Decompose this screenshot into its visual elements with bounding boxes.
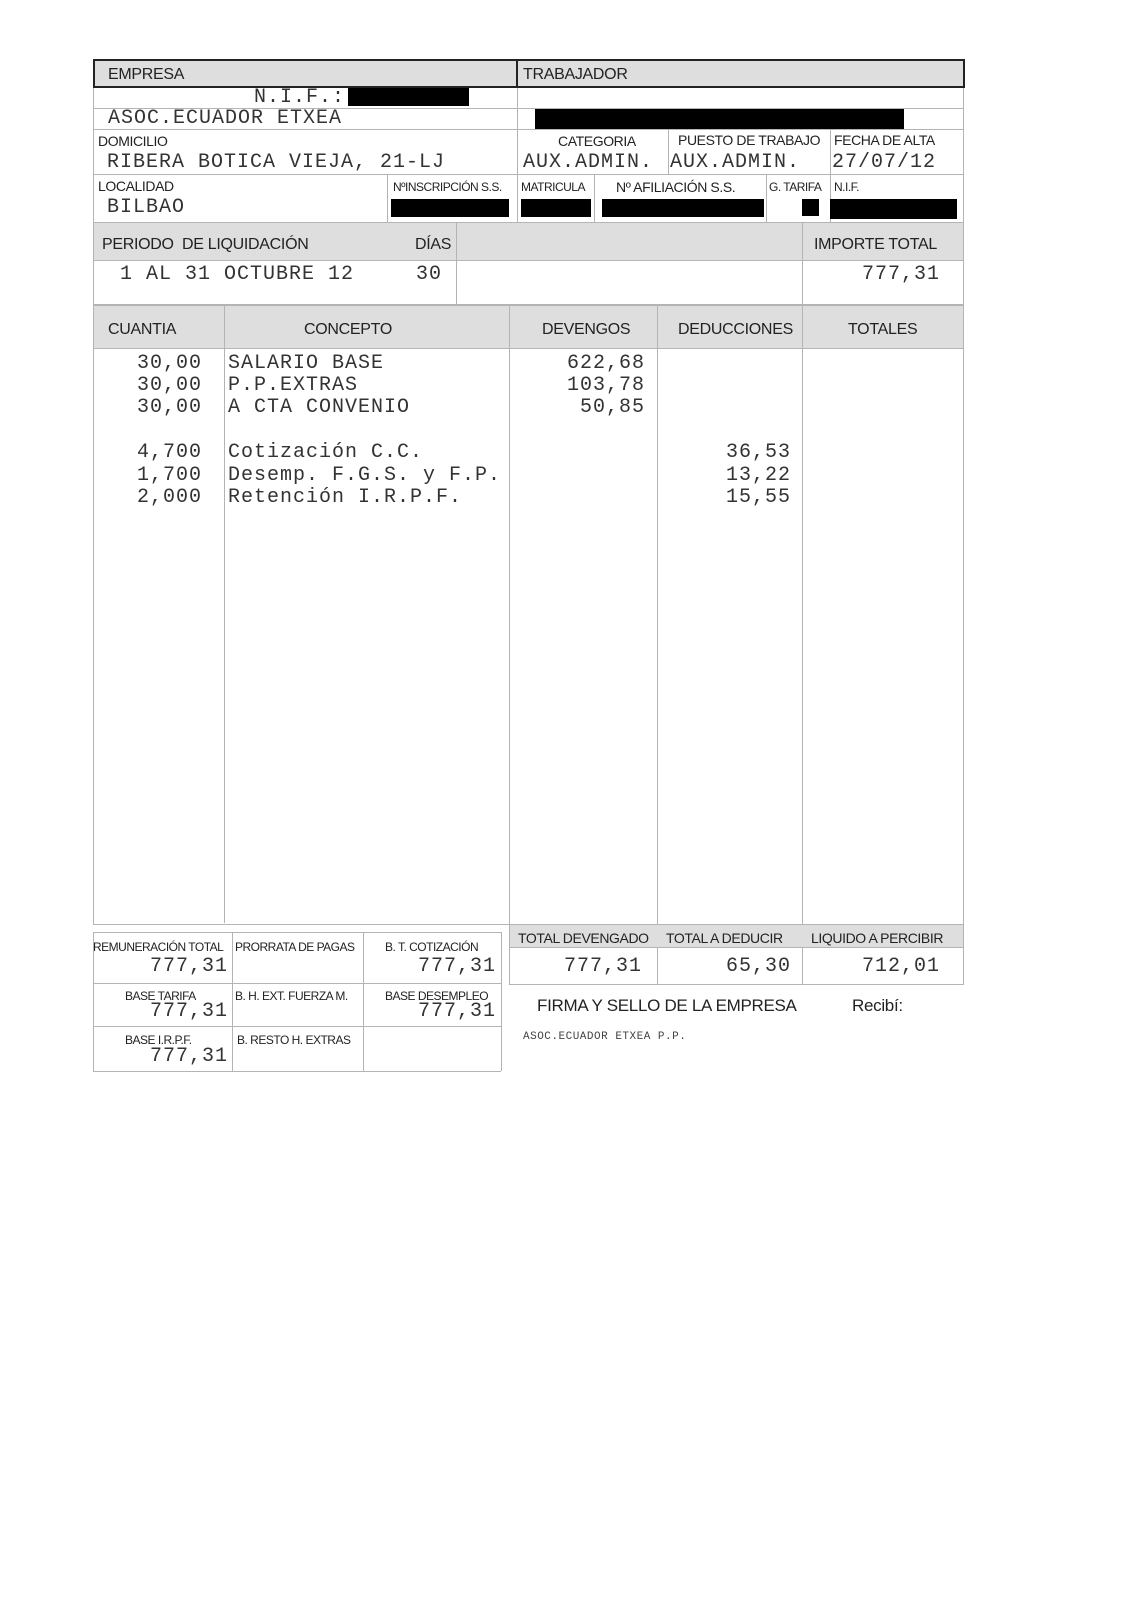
- categoria-value: AUX.ADMIN.: [523, 151, 654, 174]
- resto-extras-label: B. RESTO H. EXTRAS: [237, 1033, 351, 1047]
- dias-value: 30: [416, 263, 443, 286]
- bh-fuerza-label: B. H. EXT. FUERZA M.: [235, 989, 348, 1003]
- puesto-label: PUESTO DE TRABAJO: [678, 132, 821, 148]
- matricula-redacted: [521, 199, 591, 217]
- col-totales-header: TOTALES: [848, 321, 918, 338]
- base-irpf-label: BASE I.R.P.F.: [125, 1033, 192, 1047]
- base-tarifa-label: BASE TARIFA: [125, 989, 196, 1003]
- col-devengos-header: DEVENGOS: [542, 321, 631, 338]
- tarifa-label: G. TARIFA: [769, 180, 822, 194]
- trabajador-nif-redacted: [830, 199, 957, 219]
- company-stamp: ASOC.ECUADOR ETXEA P.P.: [523, 1031, 687, 1043]
- periodo-label: PERIODO DE LIQUIDACIÓN: [102, 236, 309, 253]
- empresa-nif-label: N.I.F.:: [254, 86, 346, 109]
- tarifa-redacted: [802, 199, 819, 216]
- base-desempleo-value: 777,31: [417, 1000, 496, 1023]
- importe-total-label: IMPORTE TOTAL: [814, 236, 937, 253]
- categoria-label: CATEGORIA: [558, 133, 636, 149]
- periodo-value: 1 AL 31 OCTUBRE 12: [120, 263, 355, 286]
- firma-label: FIRMA Y SELLO DE LA EMPRESA: [537, 996, 797, 1015]
- trabajador-label: TRABAJADOR: [523, 66, 628, 83]
- base-irpf-value: 777,31: [149, 1045, 228, 1068]
- recibi-label: Recibí:: [852, 996, 903, 1015]
- afiliacion-label: Nº AFILIACIÓN S.S.: [616, 179, 736, 195]
- row-cuantia: 30,00: [136, 396, 202, 419]
- fecha-alta-value: 27/07/12: [832, 151, 937, 174]
- row-cuantia: 30,00: [136, 352, 202, 375]
- row-cuantia: 30,00: [136, 374, 202, 397]
- puesto-value: AUX.ADMIN.: [670, 151, 801, 174]
- total-deducir-label: TOTAL A DEDUCIR: [666, 930, 783, 946]
- base-tarifa-value: 777,31: [149, 1000, 228, 1023]
- domicilio-value: RIBERA BOTICA VIEJA, 21-LJ: [107, 151, 446, 174]
- row-cuantia: 1,700: [136, 464, 202, 487]
- base-desempleo-label: BASE DESEMPLEO: [385, 989, 489, 1003]
- row-deducciones: 15,55: [725, 486, 791, 509]
- bt-cotizacion-label: B. T. COTIZACIÓN: [385, 940, 479, 954]
- row-cuantia: 2,000: [136, 486, 202, 509]
- trabajador-nif-label: N.I.F.: [834, 180, 860, 194]
- row-concepto: P.P.EXTRAS: [228, 374, 359, 397]
- inscripcion-redacted: [391, 199, 509, 217]
- row-concepto: A CTA CONVENIO: [228, 396, 411, 419]
- total-devengado-label: TOTAL DEVENGADO: [518, 930, 649, 946]
- row-devengos: 622,68: [566, 352, 645, 375]
- total-devengado-value: 777,31: [563, 955, 642, 978]
- localidad-label: LOCALIDAD: [98, 178, 174, 194]
- remuneracion-total-label: REMUNERACIÓN TOTAL: [93, 940, 224, 954]
- row-concepto: Desemp. F.G.S. y F.P.: [228, 464, 502, 487]
- col-concepto-header: CONCEPTO: [304, 321, 392, 338]
- total-deducir-value: 65,30: [725, 955, 791, 978]
- col-deducciones-header: DEDUCCIONES: [678, 321, 793, 338]
- row-concepto: Cotización C.C.: [228, 441, 424, 464]
- prorrata-label: PRORRATA DE PAGAS: [235, 940, 355, 954]
- bt-cotizacion-value: 777,31: [417, 955, 496, 978]
- row-deducciones: 36,53: [725, 441, 791, 464]
- company-name: ASOC.ECUADOR ETXEA: [108, 107, 343, 130]
- empresa-label: EMPRESA: [108, 66, 185, 83]
- matricula-label: MATRICULA: [521, 180, 585, 194]
- col-cuantia-header: CUANTIA: [108, 321, 177, 338]
- liquido-value: 712,01: [861, 955, 940, 978]
- importe-total-value: 777,31: [861, 263, 940, 286]
- inscripcion-label: NºINSCRIPCIÓN S.S.: [393, 180, 502, 194]
- row-devengos: 103,78: [566, 374, 645, 397]
- row-cuantia: 4,700: [136, 441, 202, 464]
- row-concepto: Retención I.R.P.F.: [228, 486, 463, 509]
- domicilio-label: DOMICILIO: [98, 133, 168, 149]
- row-devengos: 50,85: [579, 396, 645, 419]
- remuneracion-total-value: 777,31: [149, 955, 228, 978]
- afiliacion-redacted: [602, 199, 764, 217]
- localidad-value: BILBAO: [107, 196, 186, 219]
- dias-label: DÍAS: [415, 236, 452, 253]
- trabajador-name-redacted: [535, 109, 904, 129]
- row-deducciones: 13,22: [725, 464, 791, 487]
- fecha-alta-label: FECHA DE ALTA: [834, 132, 935, 148]
- liquido-label: LIQUIDO A PERCIBIR: [811, 930, 944, 946]
- empresa-nif-redacted: [348, 88, 469, 106]
- row-concepto: SALARIO BASE: [228, 352, 385, 375]
